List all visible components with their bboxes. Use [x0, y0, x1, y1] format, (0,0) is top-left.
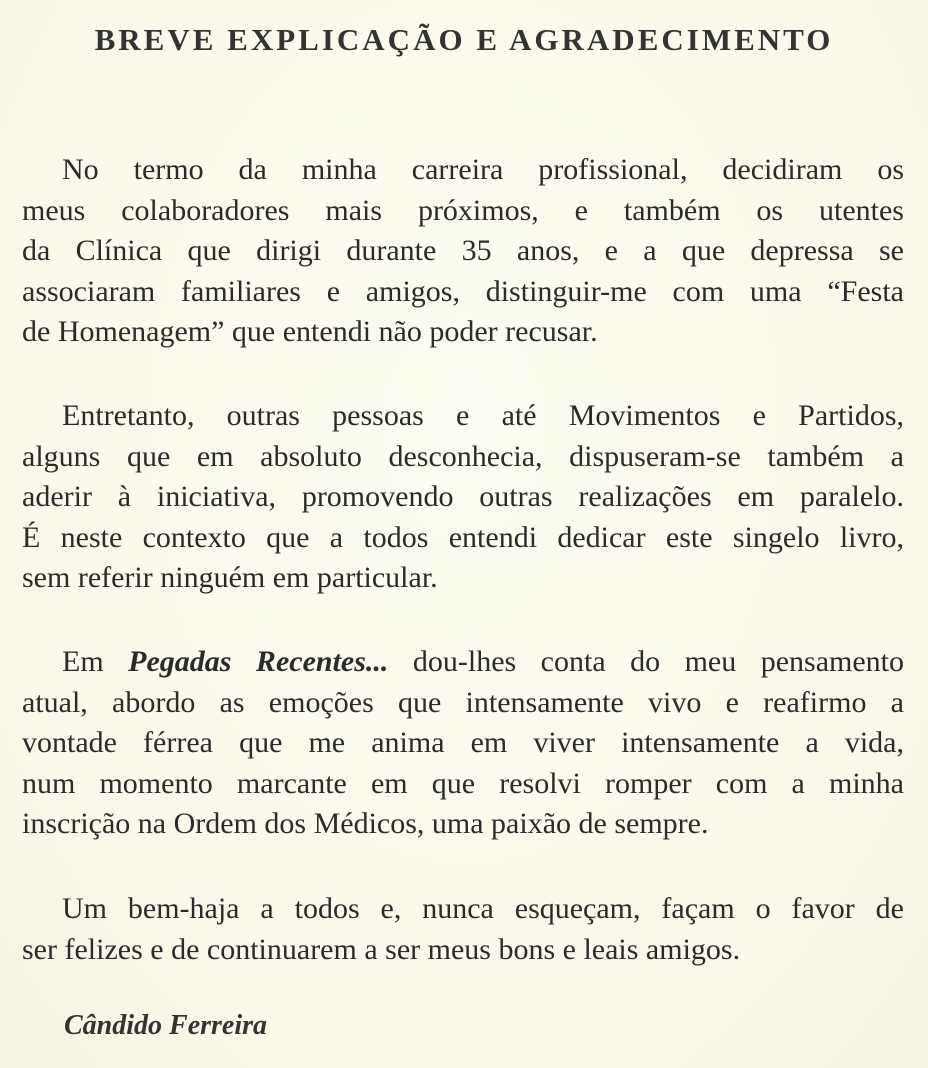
paragraph-1-line: associaram familiares e amigos, distinguir-me com uma “Festa — [22, 274, 904, 308]
paragraph-2 — [22, 396, 904, 599]
paragraph-3 — [22, 642, 904, 845]
paragraph-2-line: Entretanto, outras pessoas e até Movimentos e Partidos, — [62, 399, 904, 432]
page-title: BREVE EXPLICAÇÃO E AGRADECIMENTO — [94, 22, 834, 57]
paragraph-1-line: da Clínica que dirigi durante 35 anos, e a que depressa se — [22, 234, 904, 267]
paragraph-3-line: vontade férrea que me anima em viver intensamente a vida, — [22, 726, 904, 759]
paragraph-3-line: inscrição na Ordem dos Médicos, uma paixão de sempre. — [22, 807, 709, 840]
paragraph-3-first-line — [22, 642, 904, 683]
paragraph-1 — [22, 150, 904, 353]
paragraph-1-line: de Homenagem” que entendi não poder recusar. — [22, 315, 598, 348]
paragraph-3-lead: Em — [62, 645, 129, 678]
paragraph-4-line: Um bem-haja a todos e, nunca esqueçam, façam o favor de — [62, 892, 904, 925]
author-signature: Cândido Ferreira — [64, 1010, 268, 1041]
book-title: Pegadas Recentes... — [128, 645, 389, 678]
paragraph-3-first-line-rest: dou-lhes conta do meu pensamento — [388, 645, 904, 678]
paragraph-3-line: num momento marcante em que resolvi romper com a minha — [22, 766, 904, 800]
paragraph-3-line: atual, abordo as emoções que intensamente vivo e reafirmo a — [22, 685, 904, 719]
paragraph-2-line: É neste contexto que a todos entendi dedicar este singelo livro, — [22, 520, 904, 554]
paragraph-1-line: No termo da minha carreira profissional, decidiram os — [62, 153, 904, 186]
paragraph-2-line: alguns que em absoluto desconhecia, dispuseram-se também a — [22, 439, 904, 473]
paragraph-2-line: sem referir ninguém em particular. — [22, 561, 438, 594]
paragraph-2-line: aderir à iniciativa, promovendo outras realizações em paralelo. — [22, 480, 904, 513]
paragraph-1-line: meus colaboradores mais próximos, e também os utentes — [22, 193, 904, 227]
paragraph-4 — [22, 889, 904, 970]
paragraph-4-line: ser felizes e de continuarem a ser meus bons e leais amigos. — [22, 932, 741, 966]
